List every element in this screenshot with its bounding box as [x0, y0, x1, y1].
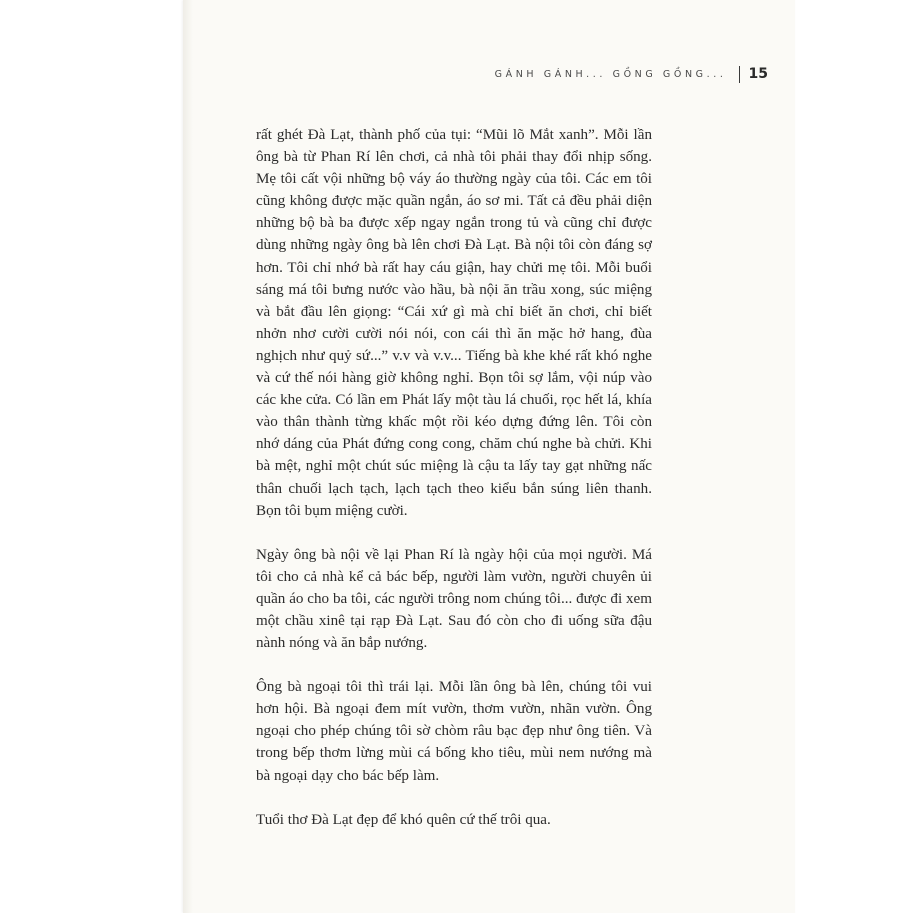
paragraph: rất ghét Đà Lạt, thành phố của tụi: “Mũi lõ Mắt xanh”. Mỗi lần ông bà từ Phan Rí lên chơi, cả nhà tôi phải thay đổi nhịp sống. Mẹ tôi cất vội những bộ váy áo thường ngày của tôi. Các em tôi cũng không được mặc quần ngắn, áo sơ mi. Tất cả đều phải diện những bộ bà ba được xếp ngay ngắn trong tủ và cũng chỉ được dùng những ngày ông bà lên chơi Đà Lạt. Bà nội tôi còn đáng sợ hơn. Tôi chỉ nhớ bà rất hay cáu giận, hay chửi mẹ tôi. Mỗi buổi sáng má tôi bưng nước vào hầu, bà nội ăn trầu xong, súc miệng và bắt đầu lên giọng: “Cái xứ gì mà chỉ biết ăn chơi, chỉ biết nhởn nhơ cười cười nói nói, con cái thì ăn mặc hở hang, đùa nghịch như quỷ sứ...” v.v và v.v... Tiếng bà khe khé rất khó nghe và cứ thế nói hàng giờ không nghỉ. Bọn tôi sợ lắm, vội núp vào các khe cửa. Có lần em Phát lấy một tàu lá chuối, rọc hết lá, khía vào thân thành từng khấc một rồi kéo dựng đứng lên. Tôi còn nhớ dáng của Phát đứng cong cong, chăm chú nghe bà chửi. Khi bà mệt, nghỉ một chút súc miệng là cậu ta lấy tay gạt những nấc thân chuối lạch tạch, lạch tạch theo kiểu bắn súng liên thanh. Bọn tôi bụm miệng cười.	[256, 127, 652, 519]
header-divider	[739, 66, 740, 83]
running-header	[408, 64, 768, 84]
paragraph: Tuổi thơ Đà Lạt đẹp để khó quên cứ thế trôi qua.	[256, 811, 551, 828]
body-text	[256, 124, 652, 853]
paragraph: Ông bà ngoại tôi thì trái lại. Mỗi lần ông bà lên, chúng tôi vui hơn hội. Bà ngoại đem mít vườn, thơm vườn, nhãn vườn. Ông ngoại cho phép chúng tôi sờ chòm râu bạc đẹp như ông tiên. Và trong bếp thơm lừng mùi cá bống kho tiêu, mùi nem nướng mà bà ngoại dạy cho bác bếp làm.	[256, 679, 652, 784]
running-header-title: GÁNH GÁNH... GỒNG GỒNG...	[494, 68, 727, 80]
page-gutter-shadow	[183, 0, 193, 913]
paragraph: Ngày ông bà nội về lại Phan Rí là ngày hội của mọi người. Má tôi cho cả nhà kể cả bác bếp, người làm vườn, người chuyên ủi quần áo cho ba tôi, các người trông nom chúng tôi... được đi xem một chầu xinê tại rạp Đà Lạt. Sau đó còn cho đi uống sữa đậu nành nóng và ăn bắp nướng.	[256, 546, 652, 652]
book-page	[183, 0, 795, 913]
page-number: 15	[748, 66, 768, 82]
